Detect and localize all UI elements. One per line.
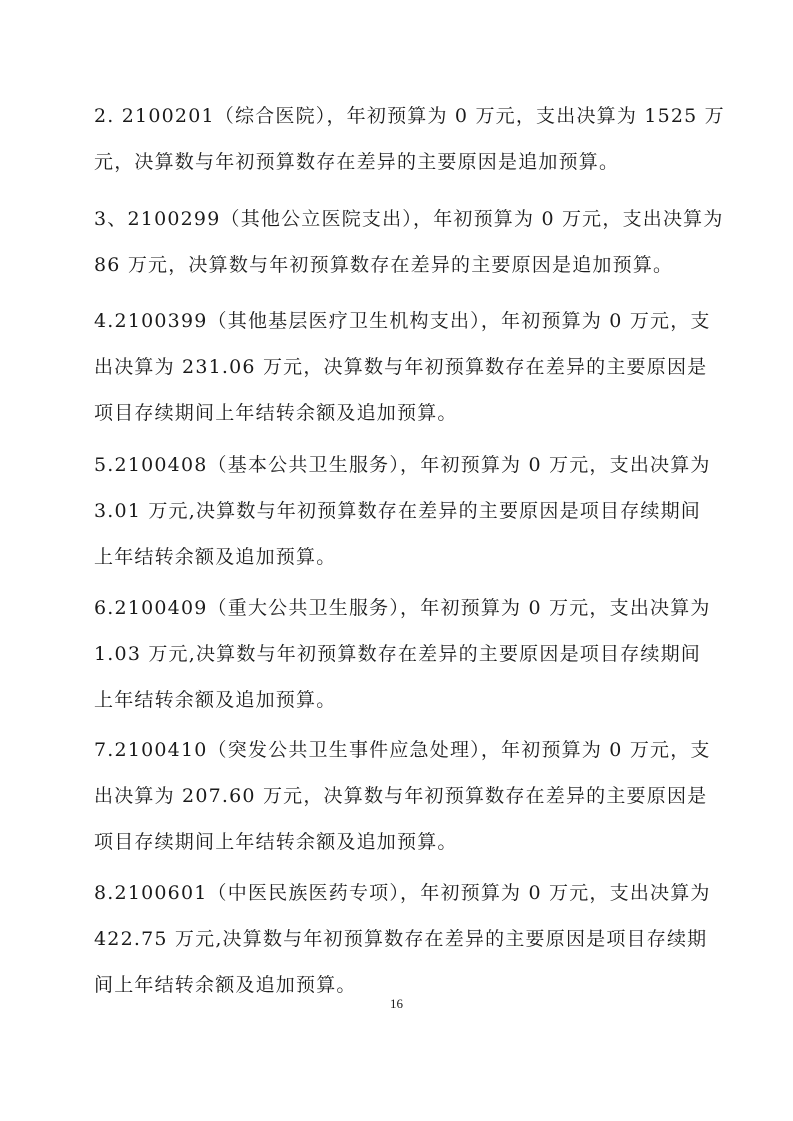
text-line: 3、2100299（其他公立医院支出），年初预算为 0 万元，支出决算为 [94, 208, 724, 230]
text-line: 4.2100399（其他基层医疗卫生机构支出），年初预算为 0 万元，支 [94, 310, 711, 332]
paragraph-2100299 [94, 196, 724, 288]
text-line: 间上年结转余额及追加预算。 [94, 974, 357, 996]
text-line: 上年结转余额及追加预算。 [94, 689, 337, 711]
paragraph-2100410 [94, 727, 711, 865]
text-line: 出决算为 207.60 万元，决算数与年初预算数存在差异的主要原因是 [94, 785, 708, 807]
text-line: 8.2100601（中医民族医药专项），年初预算为 0 万元，支出决算为 [94, 882, 711, 904]
text-line: 元，决算数与年初预算数存在差异的主要原因是追加预算。 [94, 151, 620, 173]
paragraph-2100408 [94, 442, 711, 580]
page-number: 16 [390, 996, 403, 1011]
text-line: 7.2100410（突发公共卫生事件应急处理），年初预算为 0 万元，支 [94, 739, 711, 761]
paragraph-2100399 [94, 298, 711, 436]
text-line: 3.01 万元,决算数与年初预算数存在差异的主要原因是项目存续期间 [94, 500, 701, 522]
text-line: 项目存续期间上年结转余额及追加预算。 [94, 402, 458, 424]
text-line: 2. 2100201（综合医院），年初预算为 0 万元，支出决算为 1525 万 [94, 105, 725, 127]
text-line: 项目存续期间上年结转余额及追加预算。 [94, 831, 458, 853]
text-line: 上年结转余额及追加预算。 [94, 546, 337, 568]
text-line: 5.2100408（基本公共卫生服务），年初预算为 0 万元，支出决算为 [94, 454, 711, 476]
text-line: 86 万元，决算数与年初预算数存在差异的主要原因是追加预算。 [94, 254, 674, 276]
paragraph-2100601 [94, 870, 711, 1008]
text-line: 出决算为 231.06 万元，决算数与年初预算数存在差异的主要原因是 [94, 356, 708, 378]
paragraph-2100201 [94, 93, 725, 185]
text-line: 422.75 万元,决算数与年初预算数存在差异的主要原因是项目存续期 [94, 928, 708, 950]
text-line: 6.2100409（重大公共卫生服务），年初预算为 0 万元，支出决算为 [94, 597, 711, 619]
paragraph-2100409 [94, 585, 711, 723]
text-line: 1.03 万元,决算数与年初预算数存在差异的主要原因是项目存续期间 [94, 643, 701, 665]
